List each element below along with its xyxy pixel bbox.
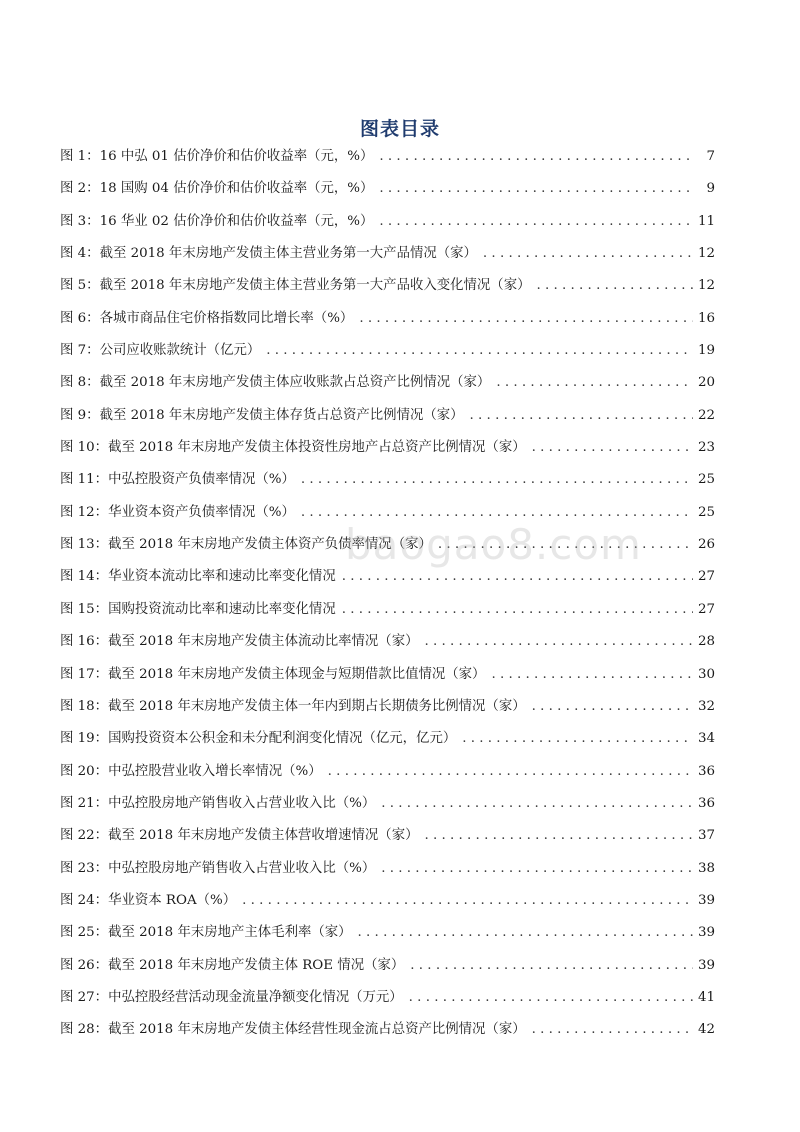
toc-entry-page-number: 37	[697, 828, 715, 844]
toc-entry-page-number: 39	[697, 892, 715, 908]
toc-entry-label: 图 19：	[60, 731, 109, 747]
toc-entry-page-number: 20	[697, 375, 715, 391]
toc-entry[interactable]	[60, 535, 715, 567]
toc-entry-page-number: 22	[697, 407, 715, 423]
toc-entry-page-number: 9	[706, 181, 715, 197]
dot-leader	[532, 697, 693, 717]
toc-entry-label: 图 5：	[60, 278, 100, 294]
dot-leader	[536, 276, 693, 296]
dot-leader	[379, 212, 693, 232]
dot-leader	[301, 503, 693, 523]
toc-entry-text: 截至 2018 年末房地产发债主体存货占总资产比例情况（家）	[99, 407, 464, 423]
toc-entry-label: 图 15：	[60, 601, 109, 617]
toc-entry-page-number: 12	[697, 278, 715, 294]
toc-entry-label: 图 11：	[60, 472, 109, 488]
dot-leader	[342, 567, 693, 587]
dot-leader	[301, 470, 693, 490]
toc-entry-label: 图 10：	[60, 440, 109, 456]
toc-entry-label: 图 27：	[60, 989, 109, 1005]
toc-entry-text: 截至 2018 年末房地产发债主体 ROE 情况（家）	[108, 957, 405, 973]
dot-leader	[424, 632, 693, 652]
toc-entry-page-number: 32	[697, 698, 715, 714]
dot-leader	[381, 859, 693, 879]
toc-entry-text: 截至 2018 年末房地产主体毛利率（家）	[108, 925, 352, 941]
toc-entry-page-number: 25	[697, 504, 715, 520]
dot-leader	[496, 373, 693, 393]
dot-leader	[470, 406, 693, 426]
toc-entry-page-number: 7	[706, 149, 715, 164]
toc-entry-text: 各城市商品住宅价格指数同比增长率（%）	[99, 310, 354, 326]
toc-entry-page-number: 41	[697, 989, 715, 1005]
toc-entry-text: 华业资本资产负债率情况（%）	[108, 504, 295, 520]
toc-entry-text: 公司应收账款统计（亿元）	[99, 343, 261, 359]
dot-leader	[532, 1020, 693, 1040]
dot-leader	[424, 826, 693, 846]
toc-entry-text: 截至 2018 年末房地产发债主体主营业务第一大产品情况（家）	[99, 246, 477, 262]
toc-entry[interactable]	[60, 309, 715, 341]
toc-entry-page-number: 25	[697, 472, 715, 488]
toc-entry[interactable]	[60, 470, 715, 502]
toc-entry-text: 截至 2018 年末房地产发债主体资产负债率情况（家）	[108, 537, 432, 553]
toc-entry[interactable]	[60, 373, 715, 405]
toc-entry-page-number: 16	[697, 310, 715, 326]
toc-entry-page-number: 11	[697, 213, 715, 229]
toc-entry[interactable]	[60, 826, 715, 858]
toc-entry-text: 中弘控股房地产销售收入占营业收入比（%）	[108, 860, 376, 876]
toc-entry-text: 截至 2018 年末房地产发债主体经营性现金流占总资产比例情况（家）	[108, 1022, 526, 1038]
toc-entry-label: 图 16：	[60, 634, 109, 650]
dot-leader	[438, 535, 693, 555]
toc-entry[interactable]	[60, 988, 715, 1020]
dot-leader	[483, 244, 693, 264]
toc-entry[interactable]	[60, 697, 715, 729]
toc-entry[interactable]	[60, 891, 715, 923]
toc-entry[interactable]	[60, 212, 715, 244]
toc-entry[interactable]	[60, 567, 715, 599]
toc-entry-page-number: 27	[697, 569, 715, 585]
toc-entry-page-number: 42	[697, 1022, 715, 1038]
toc-entry[interactable]	[60, 600, 715, 632]
toc-entry-text: 截至 2018 年末房地产发债主体投资性房地产占总资产比例情况（家）	[108, 440, 526, 456]
toc-entry-text: 截至 2018 年末房地产发债主体一年内到期占长期债务比例情况（家）	[108, 698, 526, 714]
dot-leader	[328, 762, 693, 782]
dot-leader	[379, 147, 693, 167]
toc-entry-label: 图 21：	[60, 795, 109, 811]
toc-entry-label: 图 4：	[60, 246, 100, 262]
toc-entry-page-number: 23	[697, 440, 715, 456]
dot-leader	[242, 891, 693, 911]
toc-entry-text: 截至 2018 年末房地产发债主体流动比率情况（家）	[108, 634, 419, 650]
toc-entry[interactable]	[60, 1020, 715, 1052]
toc-entry-label: 图 9：	[60, 407, 100, 423]
toc-entry-text: 华业资本 ROA（%）	[108, 892, 237, 908]
toc-entry[interactable]	[60, 956, 715, 988]
toc-entry-page-number: 12	[697, 246, 715, 262]
dot-leader	[342, 600, 693, 620]
toc-entry-text: 中弘控股经营活动现金流量净额变化情况（万元）	[108, 989, 403, 1005]
toc-entry-label: 图 7：	[60, 343, 100, 359]
toc-entry-text: 中弘控股营业收入增长率情况（%）	[108, 763, 322, 779]
toc-entry-text: 截至 2018 年末房地产发债主体营收增速情况（家）	[108, 828, 419, 844]
toc-entry[interactable]	[60, 762, 715, 794]
toc-entry-page-number: 36	[697, 795, 715, 811]
toc-entry-label: 图 6：	[60, 310, 100, 326]
toc-entry-label: 图 8：	[60, 375, 100, 391]
toc-entry[interactable]	[60, 276, 715, 308]
toc-entry-label: 图 28：	[60, 1022, 109, 1038]
toc-entry[interactable]	[60, 503, 715, 535]
watermark: baogao8.com	[345, 520, 642, 569]
dot-leader	[409, 988, 693, 1008]
toc-entry[interactable]	[60, 341, 715, 373]
toc-entry-text: 国购投资流动比率和速动比率变化情况	[108, 601, 336, 617]
toc-entry-page-number: 34	[697, 731, 715, 747]
toc-entry-text: 中弘控股房地产销售收入占营业收入比（%）	[108, 795, 376, 811]
toc-entry-label: 图 12：	[60, 504, 109, 520]
toc-entry-text: 华业资本流动比率和速动比率变化情况	[108, 569, 336, 585]
toc-entry-label: 图 26：	[60, 957, 109, 973]
dot-leader	[358, 923, 693, 943]
toc-entry-page-number: 30	[697, 666, 715, 682]
toc-title: 图表目录	[359, 118, 440, 140]
toc-entry-text: 18 国购 04 估价净价和估价收益率（元，%）	[99, 181, 374, 197]
toc-entry-label: 图 20：	[60, 763, 109, 779]
toc-list	[60, 147, 715, 1053]
toc-entry-text: 国购投资资本公积金和未分配利润变化情况（亿元，亿元）	[108, 731, 457, 747]
toc-entry[interactable]	[60, 923, 715, 955]
toc-entry-text: 截至 2018 年末房地产发债主体主营业务第一大产品收入变化情况（家）	[99, 278, 531, 294]
toc-entry-page-number: 27	[697, 601, 715, 617]
dot-leader	[491, 665, 693, 685]
toc-entry[interactable]	[60, 632, 715, 664]
toc-entry-text: 16 华业 02 估价净价和估价收益率（元，%）	[99, 213, 374, 229]
dot-leader	[462, 729, 693, 749]
toc-entry-page-number: 39	[697, 925, 715, 941]
dot-leader	[410, 956, 693, 976]
toc-entry-label: 图 17：	[60, 666, 109, 682]
dot-leader	[532, 438, 693, 458]
toc-entry-page-number: 28	[697, 634, 715, 650]
toc-entry[interactable]	[60, 665, 715, 697]
toc-entry-page-number: 26	[697, 537, 715, 553]
toc-entry[interactable]	[60, 244, 715, 276]
toc-entry-page-number: 38	[697, 860, 715, 876]
toc-entry-label: 图 18：	[60, 698, 109, 714]
dot-leader	[381, 794, 693, 814]
toc-entry-page-number: 19	[697, 343, 715, 359]
toc-entry-page-number: 39	[697, 957, 715, 973]
toc-entry-text: 截至 2018 年末房地产发债主体现金与短期借款比值情况（家）	[108, 666, 486, 682]
dot-leader	[359, 309, 693, 329]
toc-entry[interactable]	[60, 794, 715, 826]
dot-leader	[266, 341, 693, 361]
toc-entry[interactable]	[60, 179, 715, 211]
toc-entry-text: 截至 2018 年末房地产发债主体应收账款占总资产比例情况（家）	[99, 375, 491, 391]
toc-entry[interactable]	[60, 406, 715, 438]
toc-entry[interactable]	[60, 147, 715, 179]
toc-entry-label: 图 13：	[60, 537, 109, 553]
toc-entry-label: 图 3：	[60, 213, 100, 229]
toc-entry-text: 中弘控股资产负债率情况（%）	[108, 472, 295, 488]
toc-entry[interactable]	[60, 729, 715, 761]
toc-entry-text: 16 中弘 01 估价净价和估价收益率（元，%）	[99, 149, 374, 164]
dot-leader	[379, 179, 693, 199]
toc-entry-label: 图 24：	[60, 892, 109, 908]
toc-entry-label: 图 23：	[60, 860, 109, 876]
toc-entry-label: 图 14：	[60, 569, 109, 585]
toc-entry-label: 图 2：	[60, 181, 100, 197]
toc-entry[interactable]	[60, 859, 715, 891]
toc-entry-label: 图 22：	[60, 828, 109, 844]
toc-entry-label: 图 25：	[60, 925, 109, 941]
toc-entry-label: 图 1：	[60, 149, 100, 164]
toc-entry[interactable]	[60, 438, 715, 470]
toc-entry-page-number: 36	[697, 763, 715, 779]
